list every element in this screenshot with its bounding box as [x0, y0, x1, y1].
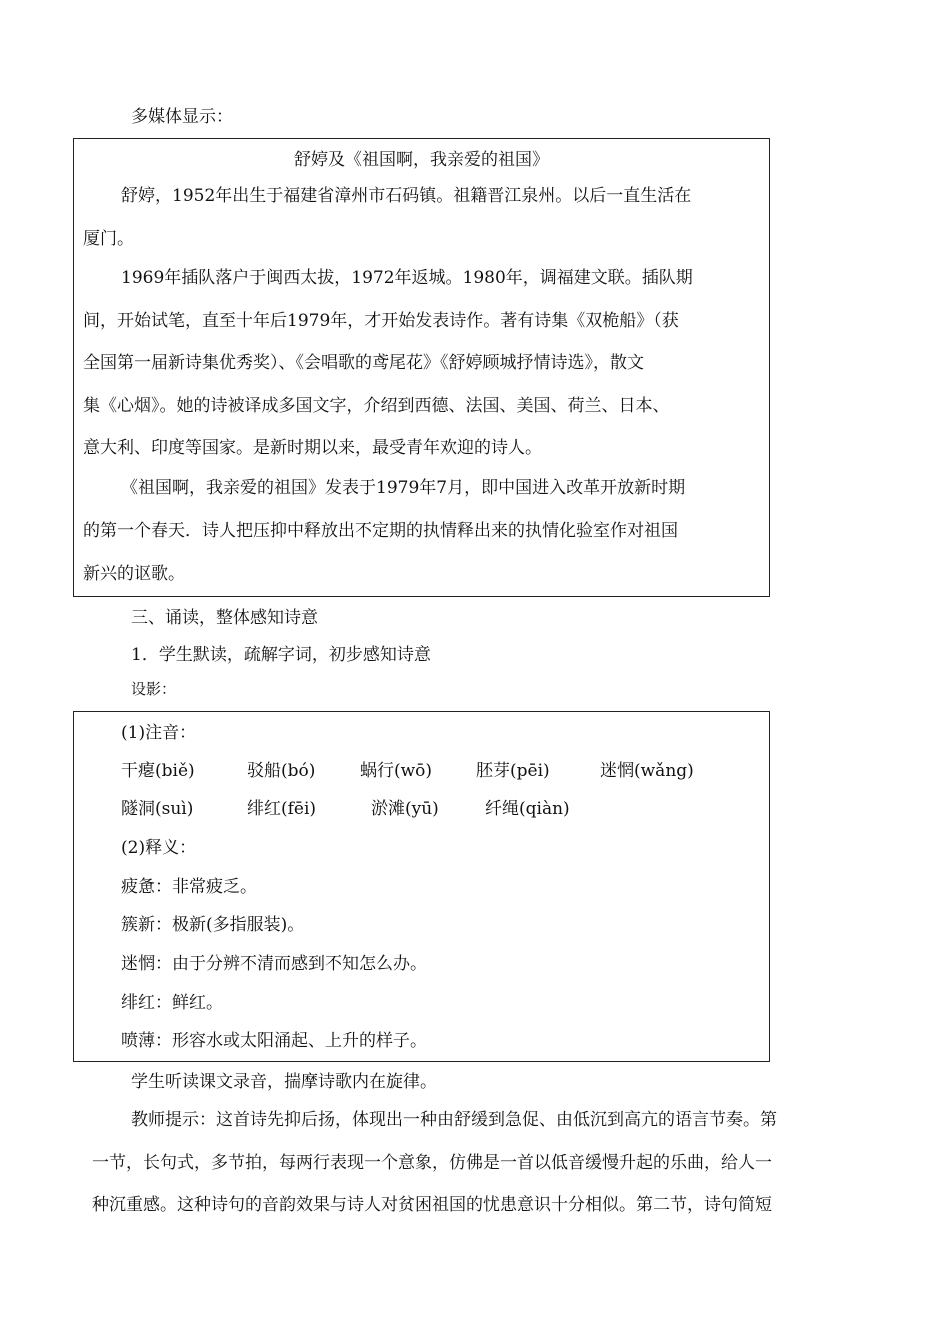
- vocabulary-box: [73, 711, 770, 1062]
- meaning-item: 疲惫：非常疲乏。: [121, 877, 257, 897]
- pinyin-item: 蜗行(wō): [360, 761, 433, 781]
- step-1: 1．学生默读，疏解字词，初步感知诗意: [131, 645, 431, 665]
- pinyin-item: 干瘪(biě): [121, 761, 195, 781]
- author-info-box: [73, 138, 770, 597]
- pinyin-item: 绯红(fēi): [247, 799, 317, 819]
- bio-line: 1969年插队落户于闽西太拔，1972年返城。1980年，调福建文联。插队期: [121, 268, 693, 288]
- teacher-tip-line: 一节，长句式，多节拍，每两行表现一个意象，仿佛是一首以低音缓慢升起的乐曲，给人一: [92, 1153, 772, 1173]
- meaning-item: 迷惘：由于分辨不清而感到不知怎么办。: [121, 954, 427, 974]
- bio-line: 全国第一届新诗集优秀奖）、《会唱歌的鸢尾花》《舒婷顾城抒情诗选》，散文: [83, 353, 644, 373]
- bio-line: 集《心烟》。她的诗被译成多国文字，介绍到西德、法国、美国、荷兰、日本、: [83, 396, 670, 416]
- pinyin-item: 驳船(bó): [247, 761, 316, 781]
- section-heading: 三、诵读，整体感知诗意: [131, 608, 318, 628]
- poem-info-line: 的第一个春天．诗人把压抑中释放出不定期的执情释出来的执情化验室作对祖国: [83, 521, 678, 541]
- projection-label: 设影：: [131, 680, 177, 698]
- bio-line: 意大利、印度等国家。是新时期以来，最受青年欢迎的诗人。: [83, 438, 542, 458]
- pinyin-item: 迷惘(wǎng): [600, 761, 694, 781]
- pinyin-item: 纤绳(qiàn): [485, 799, 570, 819]
- pinyin-item: 淤滩(yū): [371, 799, 439, 819]
- teacher-tip-line: 种沉重感。这种诗句的音韵效果与诗人对贫困祖国的忧患意识十分相似。第二节，诗句简短: [92, 1195, 772, 1215]
- pinyin-item: 隧洞(suì): [121, 799, 194, 819]
- bio-line: 舒婷，1952年出生于福建省漳州市石码镇。祖籍晋江泉州。以后一直生活在: [121, 186, 692, 206]
- box-title: 舒婷及《祖国啊，我亲爱的祖国》: [294, 150, 549, 170]
- meaning-item: 簇新：极新(多指服装)。: [121, 915, 305, 935]
- pinyin-heading: (1)注音：: [121, 723, 197, 743]
- meaning-item: 喷薄：形容水或太阳涌起、上升的样子。: [121, 1031, 427, 1051]
- meaning-item: 绯红：鲜红。: [121, 993, 223, 1013]
- intro-label: 多媒体显示：: [131, 107, 233, 127]
- meaning-heading: (2)释义：: [121, 838, 197, 858]
- listen-instruction: 学生听读课文录音，揣摩诗歌内在旋律。: [131, 1072, 437, 1092]
- poem-info-line: 《祖国啊，我亲爱的祖国》发表于1979年7月，即中国进入改革开放新时期: [121, 478, 686, 498]
- bio-line: 厦门。: [83, 229, 134, 249]
- bio-line: 间，开始试笔，直至十年后1979年，才开始发表诗作。著有诗集《双桅船》（获: [83, 311, 679, 331]
- teacher-tip-line: 教师提示：这首诗先抑后扬，体现出一种由舒缓到急促、由低沉到高亢的语言节奏。第: [131, 1110, 777, 1130]
- poem-info-line: 新兴的讴歌。: [83, 564, 185, 584]
- pinyin-item: 胚芽(pēi): [476, 761, 550, 781]
